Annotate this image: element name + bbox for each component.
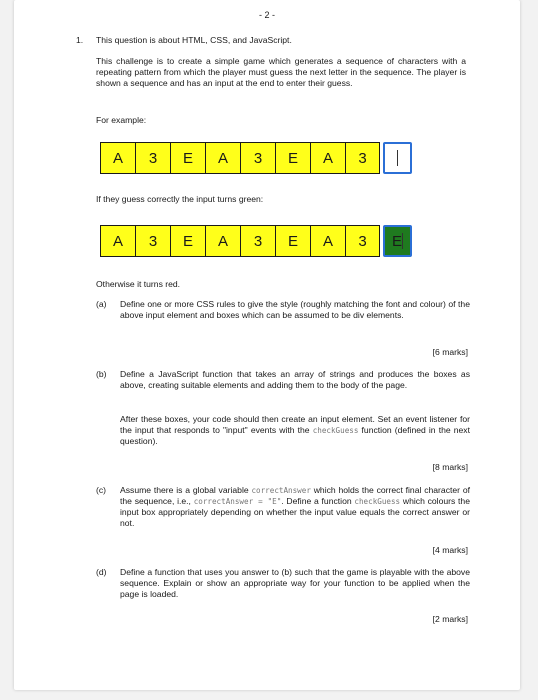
code-correctanswer: correctAnswer xyxy=(251,486,311,495)
sequence-box: A xyxy=(205,225,240,257)
part-d-marks: [2 marks] xyxy=(432,614,468,624)
sequence-box: A xyxy=(205,142,240,174)
exam-page xyxy=(14,0,520,690)
sequence-example xyxy=(100,142,412,174)
part-c-text: Assume there is a global variable correctAnswer which holds the correct final character of the sequence, i.e., correctAnswer = "E". Define a function checkGuess which colours the input box appropriately depending on whether the input value equals the correct answer or not. xyxy=(120,485,470,528)
part-d-label: (d) xyxy=(96,567,107,577)
sequence-box: E xyxy=(275,142,310,174)
question-title: This question is about HTML, CSS, and JavaScript. xyxy=(96,35,292,45)
page-number: - 2 - xyxy=(258,10,275,20)
part-b-text2: After these boxes, your code should then create an input element. Set an event listener for the input that responds to "input" events with the checkGuess function (defined in the next question). xyxy=(120,414,470,446)
guess-input-correct[interactable] xyxy=(383,225,412,257)
sequence-box: 3 xyxy=(135,225,170,257)
part-c-marks: [4 marks] xyxy=(432,545,468,555)
sequence-correct xyxy=(100,225,412,257)
sequence-box: E xyxy=(275,225,310,257)
part-d-text: Define a function that uses you answer to (b) such that the game is playable with the above sequence. Explain or show an appropriate way for your function to be applied when the page is loaded. xyxy=(120,567,470,599)
sequence-box: A xyxy=(310,142,345,174)
part-b-text: Define a JavaScript function that takes an array of strings and produces the boxes as above, creating suitable elements and adding them to the body of the page. xyxy=(120,369,470,390)
sequence-box: 3 xyxy=(135,142,170,174)
sequence-box: A xyxy=(100,142,135,174)
guess-input-value: E xyxy=(391,232,402,250)
sequence-box: A xyxy=(310,225,345,257)
part-a-text: Define one or more CSS rules to give the style (roughly matching the font and colour) of the above input element and boxes which can be assumed to be div elements. xyxy=(120,299,470,320)
code-checkguess: checkGuess xyxy=(354,497,401,506)
sequence-box: 3 xyxy=(345,142,380,174)
sequence-box: 3 xyxy=(240,225,275,257)
code-correctanswer-value: correctAnswer = "E" xyxy=(193,497,282,506)
otherwise-caption: Otherwise it turns red. xyxy=(96,279,181,289)
sequence-box: 3 xyxy=(240,142,275,174)
sequence-box: E xyxy=(170,142,205,174)
part-c-label: (c) xyxy=(96,485,107,495)
code-checkguess: checkGuess xyxy=(312,426,359,435)
correct-caption: If they guess correctly the input turns green: xyxy=(96,194,264,204)
sequence-box: 3 xyxy=(345,225,380,257)
part-b-marks: [8 marks] xyxy=(432,462,468,472)
text-cursor xyxy=(402,233,403,249)
sequence-box: A xyxy=(100,225,135,257)
guess-input-empty[interactable] xyxy=(383,142,412,174)
text-cursor xyxy=(397,150,398,166)
question-intro: This challenge is to create a simple game which generates a sequence of characters with a repeating pattern from which the player must guess the next letter in the sequence. The player is shown a sequence and has an input at the end to enter their guess. xyxy=(96,56,466,88)
sequence-box: E xyxy=(170,225,205,257)
part-a-marks: [6 marks] xyxy=(432,347,468,357)
for-example-label: For example: xyxy=(96,115,147,125)
part-a-label: (a) xyxy=(96,299,107,309)
part-b-label: (b) xyxy=(96,369,107,379)
question-number: 1. xyxy=(76,35,84,45)
